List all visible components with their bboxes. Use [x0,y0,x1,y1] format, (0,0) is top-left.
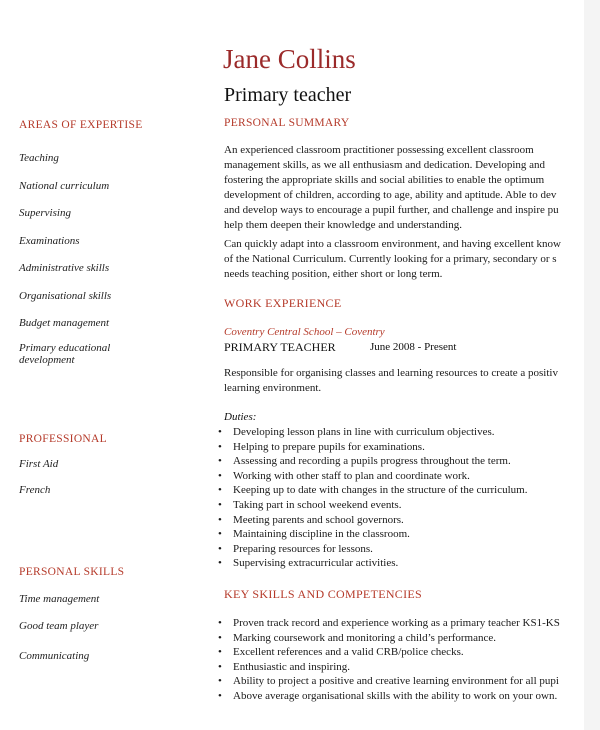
bullet-icon: • [218,542,222,555]
bullet-icon: • [218,469,222,482]
summary-line: and develop ways to encourage a pupil further, and challenge and inspire pu [224,204,559,216]
personal-skill-item: Time management [19,593,100,605]
personal-skill-item: Good team player [19,620,99,632]
personal-skill-item: Communicating [19,650,90,662]
expertise-item: Primary educational development [19,342,111,366]
list-item: • Maintaining discipline in the classroom. [218,528,410,541]
bullet-icon: • [218,675,222,688]
expertise-item: National curriculum [19,180,110,192]
work-heading: WORK EXPERIENCE [224,296,342,310]
bullet-icon: • [218,660,222,673]
expertise-item: Budget management [19,317,110,329]
professional-item: First Aid [19,458,59,470]
summary-line: of the National Curriculum. Currently looking for a primary, secondary or s [224,253,557,265]
duties-label: Duties: [224,411,257,423]
bullet-icon: • [218,528,222,541]
bullet-icon: • [218,484,222,497]
bullet-icon: • [218,498,222,511]
list-item: • Preparing resources for lessons. [218,542,373,555]
summary-line: help them deepen their knowledge and understanding. [224,219,462,231]
list-item: • Meeting parents and school governors. [218,513,404,526]
key-skills-list [216,616,584,704]
list-item: • Marking coursework and monitoring a child’s performance. [218,631,497,644]
expertise-item: Supervising [19,207,71,219]
summary-line: development of children, according to age, ability and aptitude. Able to dev [224,189,557,201]
list-item: • Supervising extracurricular activities. [218,557,399,570]
list-item: • Above average organisational skills with the ability to work on your own. [218,689,558,702]
expertise-item: Teaching [19,152,59,164]
summary-heading: PERSONAL SUMMARY [224,117,350,129]
bullet-icon: • [218,646,222,659]
list-item: • Working with other staff to plan and coordinate work. [218,469,470,482]
summary-line: An experienced classroom practitioner possessing excellent classroom [224,144,534,156]
list-item: • Ability to project a positive and creative learning environment for all pupi [218,675,559,688]
candidate-name: Jane Collins [223,44,356,74]
summary-paragraph-1 [224,143,584,233]
job-description [224,366,584,396]
bullet-icon: • [218,631,222,644]
job-title: PRIMARY TEACHER [224,340,336,354]
expertise-item: Administrative skills [19,262,110,274]
company-name: Coventry Central School – Coventry [224,326,385,338]
list-item: • Helping to prepare pupils for examinations. [218,440,425,453]
bullet-icon: • [218,513,222,526]
job-dates: June 2008 - Present [370,341,457,353]
summary-line: fostering the appropriate skills and social abilities to enable the optimum [224,174,545,186]
candidate-role: Primary teacher [224,84,352,106]
expertise-item: Examinations [19,235,80,247]
expertise-item: Organisational skills [19,290,112,302]
professional-item: French [19,484,51,496]
summary-line: needs teaching position, either short or long term. [224,268,443,280]
list-item: • Taking part in school weekend events. [218,498,402,511]
summary-paragraph-2 [224,237,584,282]
list-item: • Excellent references and a valid CRB/police checks. [218,646,464,659]
key-skills-heading: KEY SKILLS AND COMPETENCIES [224,587,422,601]
professional-heading: PROFESSIONAL [19,433,107,445]
list-item: • Keeping up to date with changes in the structure of the curriculum. [218,484,528,497]
duties-list [216,425,584,571]
bullet-icon: • [218,557,222,570]
job-description-line: Responsible for organising classes and learning resources to create a positiv [224,367,558,379]
list-item: • Enthusiastic and inspiring. [218,660,351,673]
bullet-icon: • [218,689,222,702]
list-item: • Proven track record and experience working as a primary teacher KS1-KS [218,617,560,629]
summary-line: management skills, as we all enthusiasm and dedication. Developing and [224,159,546,171]
bullet-icon: • [218,440,222,453]
bullet-icon: • [218,455,222,468]
expertise-heading: AREAS OF EXPERTISE [19,119,143,131]
list-item: • Developing lesson plans in line with curriculum objectives. [218,426,495,438]
bullet-icon: • [218,426,222,438]
personal-skills-heading: PERSONAL SKILLS [19,566,125,578]
job-description-line: learning environment. [224,382,322,394]
summary-line: Can quickly adapt into a classroom environment, and having excellent know [224,238,561,250]
bullet-icon: • [218,617,222,629]
list-item: • Assessing and recording a pupils progress throughout the term. [218,455,511,468]
